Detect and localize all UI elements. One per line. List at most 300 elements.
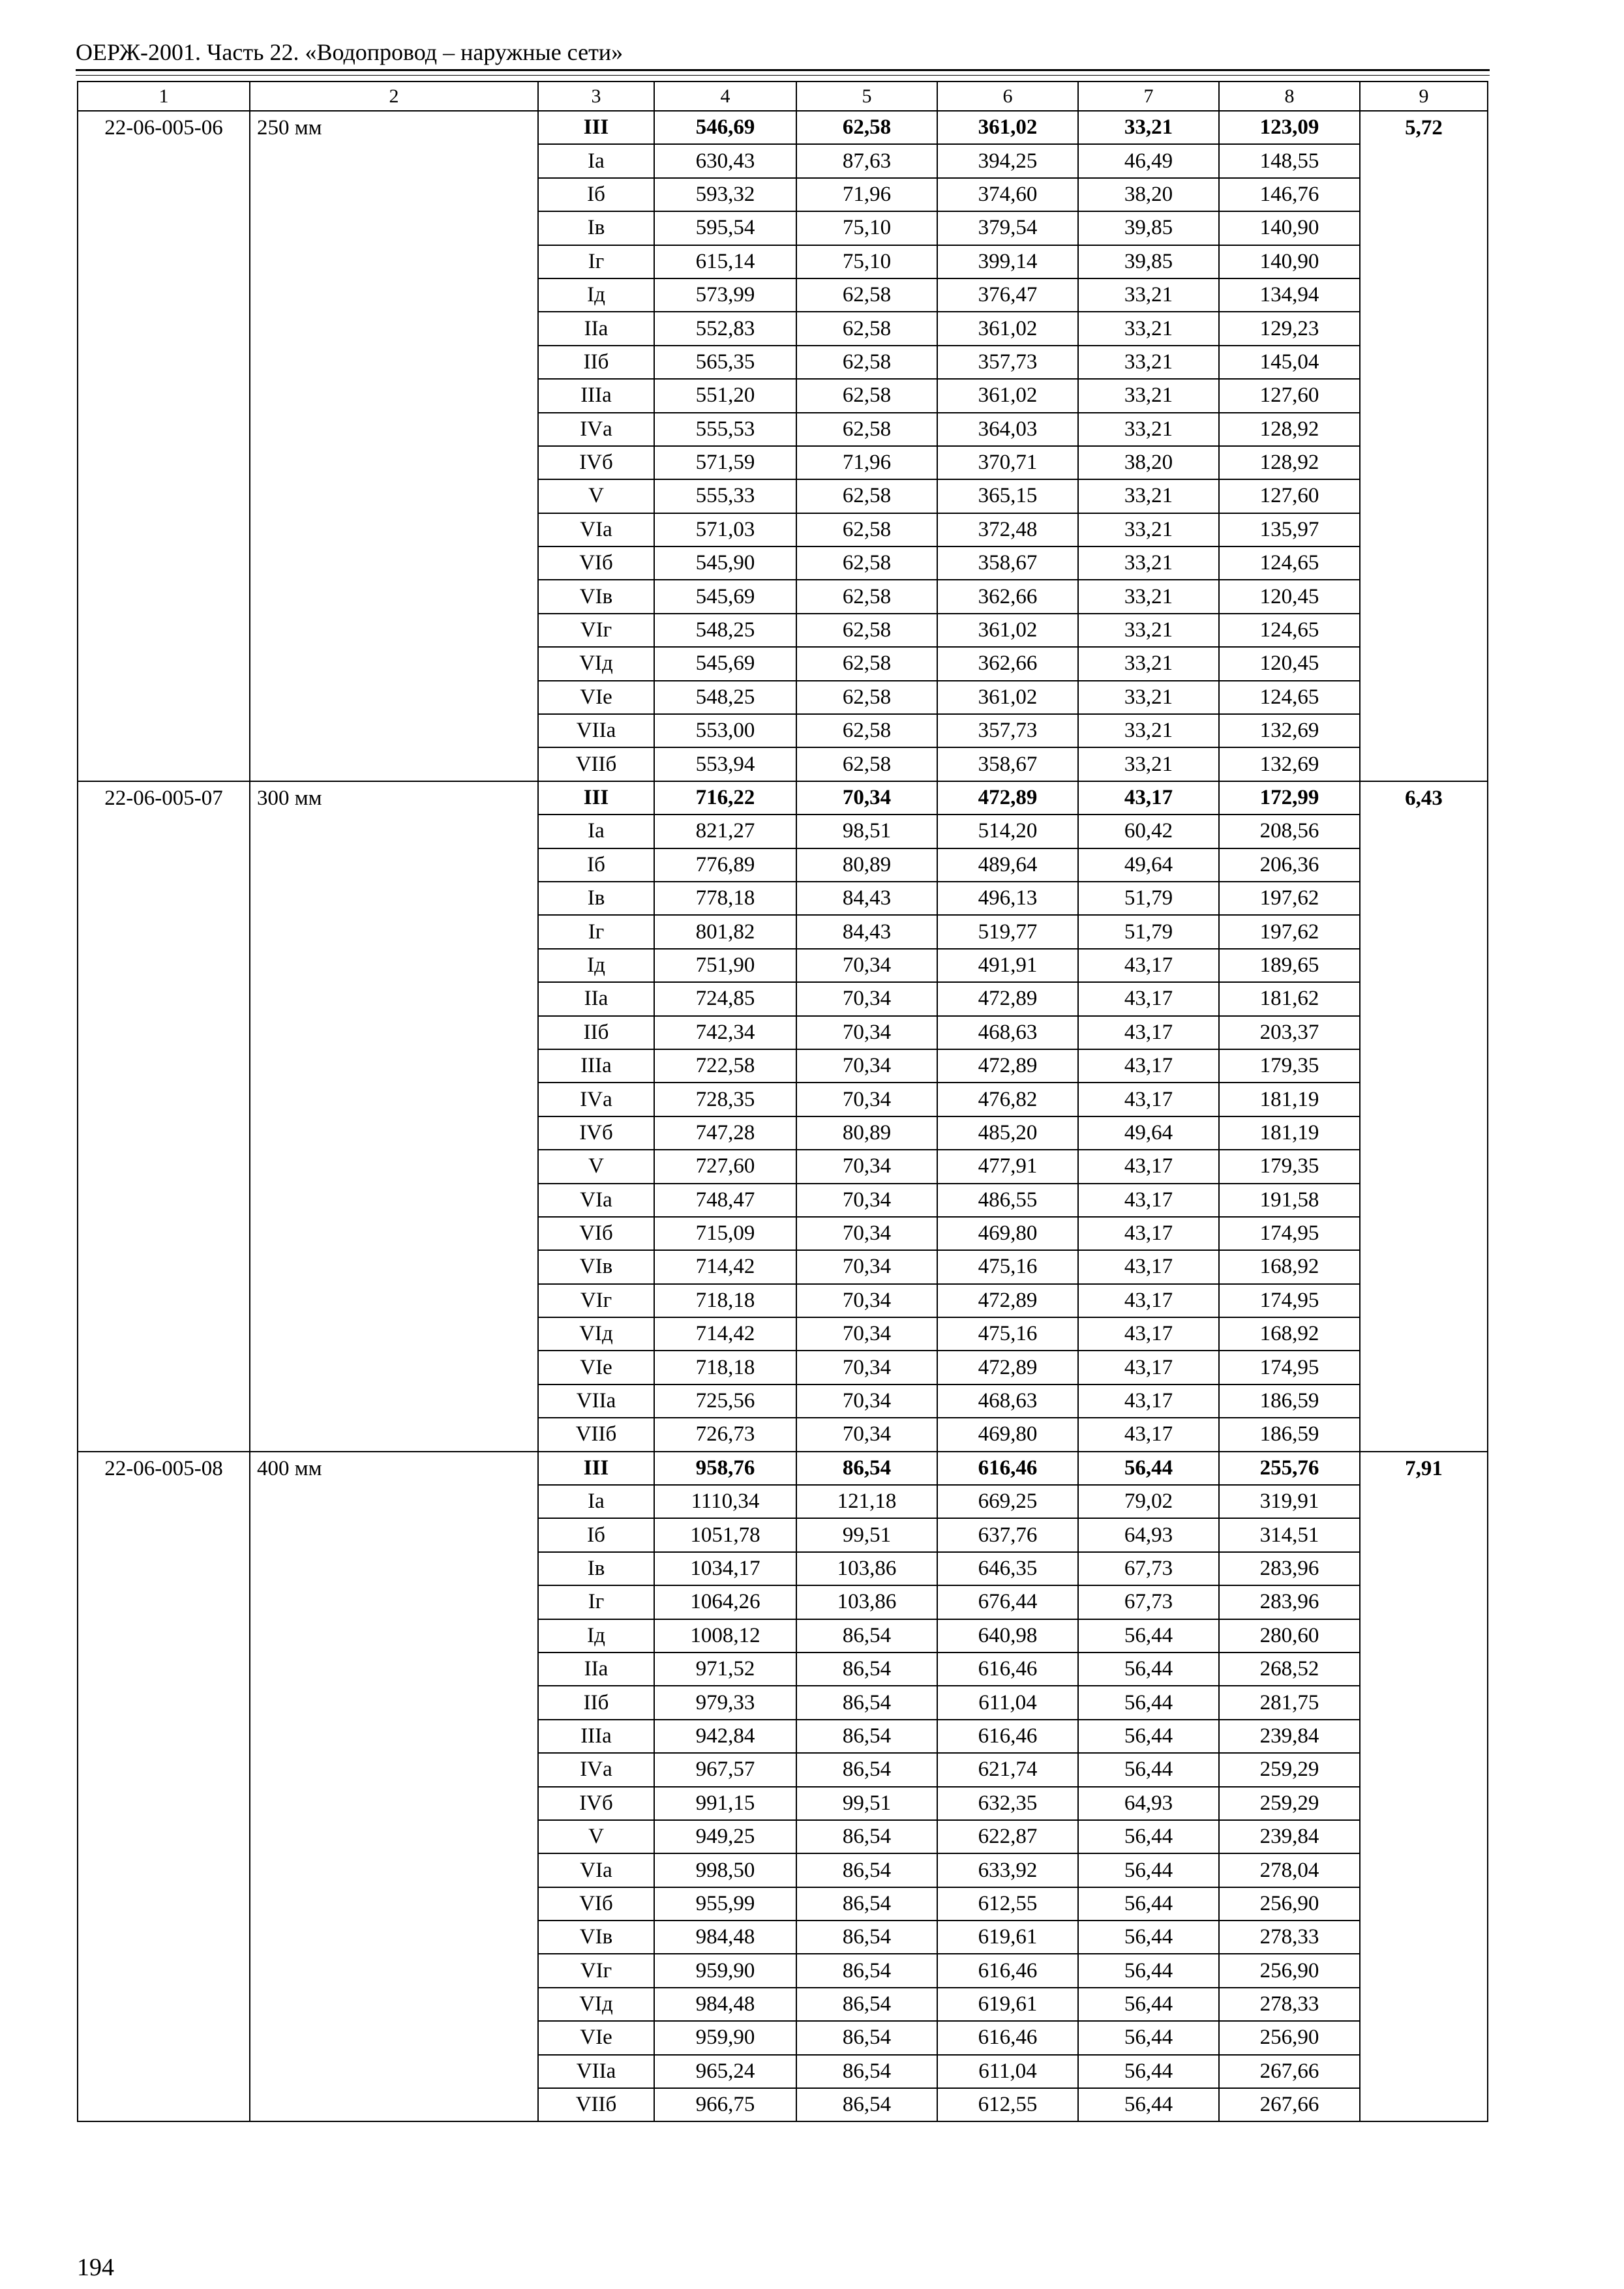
- zone-cell: IIIа: [538, 379, 654, 412]
- value-cell: 43,17: [1078, 1016, 1219, 1049]
- value-cell: 496,13: [937, 882, 1078, 915]
- rate-code: 22-06-005-08: [78, 1452, 250, 2122]
- value-cell: 358,67: [937, 747, 1078, 781]
- value-cell: 146,76: [1219, 178, 1360, 211]
- value-cell: 548,25: [654, 681, 796, 714]
- value-cell: 56,44: [1078, 1887, 1219, 1921]
- zone-cell: Iа: [538, 815, 654, 848]
- value-cell: 33,21: [1078, 346, 1219, 379]
- value-cell: 38,20: [1078, 178, 1219, 211]
- value-cell: 722,58: [654, 1049, 796, 1083]
- zone-cell: IVа: [538, 1753, 654, 1786]
- zone-cell: IIа: [538, 1653, 654, 1686]
- value-cell: 984,48: [654, 1988, 796, 2021]
- value-cell: 56,44: [1078, 2088, 1219, 2121]
- zone-cell: VIб: [538, 1217, 654, 1250]
- zone-cell: VIб: [538, 546, 654, 580]
- value-cell: 124,65: [1219, 681, 1360, 714]
- zone-cell: IIб: [538, 346, 654, 379]
- value-cell: 62,58: [796, 747, 937, 781]
- value-cell: 669,25: [937, 1485, 1078, 1518]
- value-cell: 67,73: [1078, 1585, 1219, 1619]
- value-cell: 593,32: [654, 178, 796, 211]
- zone-cell: IIб: [538, 1016, 654, 1049]
- zone-cell: IIа: [538, 982, 654, 1015]
- value-cell: 33,21: [1078, 614, 1219, 647]
- value-cell: 545,69: [654, 647, 796, 680]
- value-cell: 121,18: [796, 1485, 937, 1518]
- value-cell: 86,54: [796, 1753, 937, 1786]
- page-header: ОЕРЖ-2001. Часть 22. «Водопровод – наружные сети»: [76, 39, 624, 65]
- value-cell: 965,24: [654, 2055, 796, 2088]
- value-cell: 552,83: [654, 312, 796, 345]
- value-cell: 39,85: [1078, 211, 1219, 245]
- value-cell: 43,17: [1078, 1284, 1219, 1317]
- value-cell: 379,54: [937, 211, 1078, 245]
- value-cell: 714,42: [654, 1250, 796, 1283]
- value-cell: 132,69: [1219, 747, 1360, 781]
- value-cell: 991,15: [654, 1787, 796, 1820]
- value-cell: 62,58: [796, 111, 937, 144]
- pipe-diameter: 300 мм: [250, 781, 538, 1452]
- value-cell: 62,58: [796, 614, 937, 647]
- zone-cell: V: [538, 1150, 654, 1183]
- value-cell: 616,46: [937, 1452, 1078, 1485]
- value-cell: 197,62: [1219, 882, 1360, 915]
- zone-cell: Iг: [538, 1585, 654, 1619]
- value-cell: 715,09: [654, 1217, 796, 1250]
- zone-cell: VIIб: [538, 747, 654, 781]
- column-header: 1: [78, 82, 250, 111]
- value-cell: 616,46: [937, 1653, 1078, 1686]
- value-cell: 1064,26: [654, 1585, 796, 1619]
- pipe-diameter: 250 мм: [250, 111, 538, 781]
- value-cell: 128,92: [1219, 413, 1360, 446]
- value-cell: 718,18: [654, 1351, 796, 1384]
- value-cell: 619,61: [937, 1921, 1078, 1954]
- value-cell: 33,21: [1078, 111, 1219, 144]
- value-cell: 120,45: [1219, 580, 1360, 613]
- value-cell: 268,52: [1219, 1653, 1360, 1686]
- value-cell: 148,55: [1219, 144, 1360, 177]
- value-cell: 278,33: [1219, 1921, 1360, 1954]
- value-cell: 86,54: [796, 1653, 937, 1686]
- zone-cell: VIв: [538, 1921, 654, 1954]
- value-cell: 280,60: [1219, 1619, 1360, 1653]
- value-cell: 124,65: [1219, 546, 1360, 580]
- value-cell: 56,44: [1078, 1988, 1219, 2021]
- value-cell: 469,80: [937, 1418, 1078, 1451]
- zone-cell: IVа: [538, 1083, 654, 1116]
- value-cell: 49,64: [1078, 848, 1219, 882]
- column-header: 5: [796, 82, 937, 111]
- value-cell: 43,17: [1078, 1317, 1219, 1351]
- value-cell: 725,56: [654, 1384, 796, 1418]
- value-cell: 485,20: [937, 1116, 1078, 1150]
- value-cell: 84,43: [796, 915, 937, 948]
- value-cell: 70,34: [796, 1384, 937, 1418]
- value-cell: 86,54: [796, 1820, 937, 1853]
- value-cell: 472,89: [937, 1351, 1078, 1384]
- value-cell: 132,69: [1219, 714, 1360, 747]
- value-cell: 1008,12: [654, 1619, 796, 1653]
- zone-cell: VIа: [538, 1184, 654, 1217]
- value-cell: 364,03: [937, 413, 1078, 446]
- labor-cost-cell: 5,72: [1360, 111, 1488, 781]
- value-cell: 637,76: [937, 1518, 1078, 1551]
- value-cell: 472,89: [937, 1049, 1078, 1083]
- value-cell: 362,66: [937, 580, 1078, 613]
- value-cell: 955,99: [654, 1887, 796, 1921]
- value-cell: 718,18: [654, 1284, 796, 1317]
- table-row: [78, 111, 1488, 144]
- value-cell: 33,21: [1078, 747, 1219, 781]
- value-cell: 168,92: [1219, 1317, 1360, 1351]
- zone-cell: Iв: [538, 1552, 654, 1585]
- value-cell: 33,21: [1078, 479, 1219, 513]
- value-cell: 174,95: [1219, 1284, 1360, 1317]
- value-cell: 56,44: [1078, 1820, 1219, 1853]
- value-cell: 475,16: [937, 1250, 1078, 1283]
- zone-cell: Iа: [538, 1485, 654, 1518]
- rate-code: 22-06-005-06: [78, 111, 250, 781]
- zone-cell: VIе: [538, 1351, 654, 1384]
- value-cell: 70,34: [796, 1150, 937, 1183]
- zone-cell: IIб: [538, 1686, 654, 1719]
- column-header-row: [78, 82, 1488, 111]
- value-cell: 70,34: [796, 982, 937, 1015]
- value-cell: 62,58: [796, 413, 937, 446]
- value-cell: 545,90: [654, 546, 796, 580]
- value-cell: 361,02: [937, 312, 1078, 345]
- zone-cell: VIIб: [538, 2088, 654, 2121]
- value-cell: 748,47: [654, 1184, 796, 1217]
- value-cell: 361,02: [937, 379, 1078, 412]
- value-cell: 256,90: [1219, 1954, 1360, 1987]
- value-cell: 70,34: [796, 781, 937, 815]
- value-cell: 56,44: [1078, 1452, 1219, 1485]
- value-cell: 86,54: [796, 2088, 937, 2121]
- value-cell: 191,58: [1219, 1184, 1360, 1217]
- value-cell: 46,49: [1078, 144, 1219, 177]
- value-cell: 86,54: [796, 1619, 937, 1653]
- value-cell: 612,55: [937, 2088, 1078, 2121]
- value-cell: 314,51: [1219, 1518, 1360, 1551]
- zone-cell: VIг: [538, 1954, 654, 1987]
- value-cell: 1034,17: [654, 1552, 796, 1585]
- value-cell: 86,54: [796, 2055, 937, 2088]
- value-cell: 64,93: [1078, 1787, 1219, 1820]
- value-cell: 71,96: [796, 446, 937, 479]
- zone-cell: Iа: [538, 144, 654, 177]
- zone-cell: VIг: [538, 1284, 654, 1317]
- zone-cell: Iд: [538, 278, 654, 312]
- value-cell: 99,51: [796, 1518, 937, 1551]
- table-row: [78, 781, 1488, 815]
- value-cell: 256,90: [1219, 2021, 1360, 2054]
- value-cell: 399,14: [937, 245, 1078, 278]
- value-cell: 70,34: [796, 1418, 937, 1451]
- value-cell: 259,29: [1219, 1753, 1360, 1786]
- value-cell: 84,43: [796, 882, 937, 915]
- zone-cell: VIIа: [538, 2055, 654, 2088]
- value-cell: 472,89: [937, 982, 1078, 1015]
- value-cell: 145,04: [1219, 346, 1360, 379]
- value-cell: 476,82: [937, 1083, 1078, 1116]
- value-cell: 86,54: [796, 1954, 937, 1987]
- column-header: 4: [654, 82, 796, 111]
- column-header: 7: [1078, 82, 1219, 111]
- zone-cell: IVб: [538, 446, 654, 479]
- zone-cell: IVб: [538, 1116, 654, 1150]
- value-cell: 140,90: [1219, 211, 1360, 245]
- value-cell: 33,21: [1078, 647, 1219, 680]
- value-cell: 197,62: [1219, 915, 1360, 948]
- value-cell: 267,66: [1219, 2088, 1360, 2121]
- value-cell: 491,91: [937, 949, 1078, 982]
- value-cell: 62,58: [796, 479, 937, 513]
- value-cell: 98,51: [796, 815, 937, 848]
- value-cell: 724,85: [654, 982, 796, 1015]
- value-cell: 742,34: [654, 1016, 796, 1049]
- value-cell: 208,56: [1219, 815, 1360, 848]
- value-cell: 949,25: [654, 1820, 796, 1853]
- value-cell: 186,59: [1219, 1384, 1360, 1418]
- value-cell: 203,37: [1219, 1016, 1360, 1049]
- value-cell: 206,36: [1219, 848, 1360, 882]
- value-cell: 472,89: [937, 1284, 1078, 1317]
- pipe-diameter: 400 мм: [250, 1452, 538, 2122]
- value-cell: 728,35: [654, 1083, 796, 1116]
- value-cell: 255,76: [1219, 1452, 1360, 1485]
- value-cell: 555,53: [654, 413, 796, 446]
- rates-table: [77, 81, 1488, 2122]
- value-cell: 357,73: [937, 714, 1078, 747]
- zone-cell: VIIа: [538, 1384, 654, 1418]
- value-cell: 181,19: [1219, 1116, 1360, 1150]
- value-cell: 514,20: [937, 815, 1078, 848]
- value-cell: 998,50: [654, 1853, 796, 1887]
- value-cell: 51,79: [1078, 915, 1219, 948]
- zone-cell: Iд: [538, 1619, 654, 1653]
- value-cell: 486,55: [937, 1184, 1078, 1217]
- value-cell: 595,54: [654, 211, 796, 245]
- value-cell: 357,73: [937, 346, 1078, 379]
- value-cell: 39,85: [1078, 245, 1219, 278]
- value-cell: 361,02: [937, 111, 1078, 144]
- value-cell: 43,17: [1078, 949, 1219, 982]
- value-cell: 361,02: [937, 614, 1078, 647]
- value-cell: 475,16: [937, 1317, 1078, 1351]
- value-cell: 267,66: [1219, 2055, 1360, 2088]
- zone-cell: VIд: [538, 1317, 654, 1351]
- value-cell: 546,69: [654, 111, 796, 144]
- value-cell: 49,64: [1078, 1116, 1219, 1150]
- value-cell: 571,03: [654, 513, 796, 546]
- value-cell: 70,34: [796, 1049, 937, 1083]
- value-cell: 616,46: [937, 2021, 1078, 2054]
- value-cell: 716,22: [654, 781, 796, 815]
- value-cell: 278,04: [1219, 1853, 1360, 1887]
- value-cell: 56,44: [1078, 1921, 1219, 1954]
- value-cell: 80,89: [796, 848, 937, 882]
- zone-cell: VIа: [538, 1853, 654, 1887]
- value-cell: 283,96: [1219, 1552, 1360, 1585]
- value-cell: 621,74: [937, 1753, 1078, 1786]
- value-cell: 62,58: [796, 647, 937, 680]
- value-cell: 129,23: [1219, 312, 1360, 345]
- value-cell: 958,76: [654, 1452, 796, 1485]
- zone-cell: VIв: [538, 580, 654, 613]
- column-header: 3: [538, 82, 654, 111]
- value-cell: 256,90: [1219, 1887, 1360, 1921]
- value-cell: 103,86: [796, 1552, 937, 1585]
- value-cell: 62,58: [796, 681, 937, 714]
- value-cell: 99,51: [796, 1787, 937, 1820]
- value-cell: 60,42: [1078, 815, 1219, 848]
- value-cell: 548,25: [654, 614, 796, 647]
- value-cell: 62,58: [796, 513, 937, 546]
- value-cell: 134,94: [1219, 278, 1360, 312]
- value-cell: 747,28: [654, 1116, 796, 1150]
- value-cell: 56,44: [1078, 1653, 1219, 1686]
- zone-cell: Iг: [538, 915, 654, 948]
- value-cell: 239,84: [1219, 1820, 1360, 1853]
- value-cell: 821,27: [654, 815, 796, 848]
- header-rule-thin: [76, 75, 1490, 76]
- value-cell: 372,48: [937, 513, 1078, 546]
- value-cell: 370,71: [937, 446, 1078, 479]
- value-cell: 86,54: [796, 1853, 937, 1887]
- value-cell: 86,54: [796, 1887, 937, 1921]
- value-cell: 984,48: [654, 1921, 796, 1954]
- value-cell: 374,60: [937, 178, 1078, 211]
- value-cell: 966,75: [654, 2088, 796, 2121]
- value-cell: 43,17: [1078, 1049, 1219, 1083]
- value-cell: 86,54: [796, 1452, 937, 1485]
- zone-cell: IIIа: [538, 1720, 654, 1753]
- value-cell: 56,44: [1078, 2055, 1219, 2088]
- value-cell: 551,20: [654, 379, 796, 412]
- value-cell: 1051,78: [654, 1518, 796, 1551]
- labor-cost-cell: 7,91: [1360, 1452, 1488, 2122]
- value-cell: 87,63: [796, 144, 937, 177]
- value-cell: 86,54: [796, 1921, 937, 1954]
- value-cell: 361,02: [937, 681, 1078, 714]
- value-cell: 135,97: [1219, 513, 1360, 546]
- zone-cell: V: [538, 1820, 654, 1853]
- value-cell: 62,58: [796, 546, 937, 580]
- zone-cell: V: [538, 479, 654, 513]
- value-cell: 56,44: [1078, 2021, 1219, 2054]
- zone-cell: III: [538, 111, 654, 144]
- zone-cell: VIIб: [538, 1418, 654, 1451]
- value-cell: 727,60: [654, 1150, 796, 1183]
- value-cell: 776,89: [654, 848, 796, 882]
- value-cell: 181,19: [1219, 1083, 1360, 1116]
- value-cell: 801,82: [654, 915, 796, 948]
- value-cell: 611,04: [937, 1686, 1078, 1719]
- value-cell: 394,25: [937, 144, 1078, 177]
- value-cell: 56,44: [1078, 1853, 1219, 1887]
- value-cell: 751,90: [654, 949, 796, 982]
- value-cell: 43,17: [1078, 1217, 1219, 1250]
- value-cell: 43,17: [1078, 1418, 1219, 1451]
- column-header: 2: [250, 82, 538, 111]
- value-cell: 38,20: [1078, 446, 1219, 479]
- value-cell: 468,63: [937, 1016, 1078, 1049]
- value-cell: 64,93: [1078, 1518, 1219, 1551]
- value-cell: 545,69: [654, 580, 796, 613]
- value-cell: 362,66: [937, 647, 1078, 680]
- value-cell: 283,96: [1219, 1585, 1360, 1619]
- page-number: 194: [77, 2254, 114, 2281]
- zone-cell: VIд: [538, 647, 654, 680]
- value-cell: 611,04: [937, 2055, 1078, 2088]
- rate-code: 22-06-005-07: [78, 781, 250, 1452]
- value-cell: 632,35: [937, 1787, 1078, 1820]
- value-cell: 43,17: [1078, 781, 1219, 815]
- value-cell: 70,34: [796, 1184, 937, 1217]
- value-cell: 489,64: [937, 848, 1078, 882]
- value-cell: 553,94: [654, 747, 796, 781]
- labor-cost-cell: 6,43: [1360, 781, 1488, 1452]
- value-cell: 555,33: [654, 479, 796, 513]
- zone-cell: VIг: [538, 614, 654, 647]
- value-cell: 43,17: [1078, 982, 1219, 1015]
- value-cell: 62,58: [796, 278, 937, 312]
- value-cell: 358,67: [937, 546, 1078, 580]
- value-cell: 172,99: [1219, 781, 1360, 815]
- value-cell: 468,63: [937, 1384, 1078, 1418]
- value-cell: 51,79: [1078, 882, 1219, 915]
- value-cell: 43,17: [1078, 1184, 1219, 1217]
- zone-cell: VIа: [538, 513, 654, 546]
- value-cell: 33,21: [1078, 379, 1219, 412]
- zone-cell: Iд: [538, 949, 654, 982]
- value-cell: 553,00: [654, 714, 796, 747]
- zone-cell: Iб: [538, 178, 654, 211]
- value-cell: 56,44: [1078, 1753, 1219, 1786]
- value-cell: 70,34: [796, 1351, 937, 1384]
- value-cell: 259,29: [1219, 1787, 1360, 1820]
- value-cell: 281,75: [1219, 1686, 1360, 1719]
- zone-cell: III: [538, 781, 654, 815]
- value-cell: 62,58: [796, 714, 937, 747]
- value-cell: 86,54: [796, 1686, 937, 1719]
- value-cell: 181,62: [1219, 982, 1360, 1015]
- value-cell: 971,52: [654, 1653, 796, 1686]
- zone-cell: IIа: [538, 312, 654, 345]
- value-cell: 619,61: [937, 1988, 1078, 2021]
- value-cell: 477,91: [937, 1150, 1078, 1183]
- value-cell: 714,42: [654, 1317, 796, 1351]
- table-row: [78, 1452, 1488, 1485]
- value-cell: 676,44: [937, 1585, 1078, 1619]
- value-cell: 70,34: [796, 1217, 937, 1250]
- value-cell: 174,95: [1219, 1217, 1360, 1250]
- value-cell: 56,44: [1078, 1720, 1219, 1753]
- value-cell: 174,95: [1219, 1351, 1360, 1384]
- value-cell: 62,58: [796, 580, 937, 613]
- value-cell: 565,35: [654, 346, 796, 379]
- value-cell: 959,90: [654, 2021, 796, 2054]
- value-cell: 70,34: [796, 1317, 937, 1351]
- value-cell: 967,57: [654, 1753, 796, 1786]
- value-cell: 33,21: [1078, 681, 1219, 714]
- value-cell: 179,35: [1219, 1049, 1360, 1083]
- zone-cell: III: [538, 1452, 654, 1485]
